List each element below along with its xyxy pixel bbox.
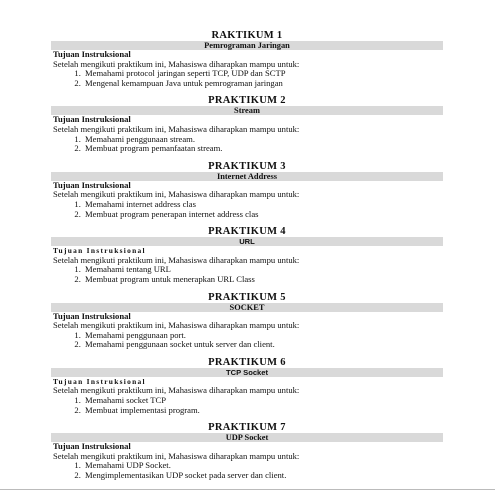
list-item: 1. Memahami tentang URL [83,265,441,275]
objective-list [53,461,441,480]
objective-heading: Tujuan Instruksional [53,310,131,321]
objective-list [53,135,441,154]
topic-banner: SOCKET [51,303,443,312]
praktikum-5-section [53,292,441,350]
intro-text: Setelah mengikuti praktikum ini, Mahasiswa diharapkan mampu untuk: [53,385,300,396]
topic-banner: URL [51,237,443,246]
document-page [53,30,441,488]
objective-heading: Tujuan Instruksional [53,376,146,386]
objective-heading: Tujuan Instruksional [53,179,131,190]
list-item: 2. Membuat program pemanfaatan stream. [83,144,441,154]
objective-list [53,69,441,88]
list-item: 1. Memahami UDP Socket. [83,461,441,471]
praktikum-title: RAKTIKUM 1 [211,30,283,41]
list-item: 1. Memahami socket TCP [83,396,441,406]
praktikum-7-section [53,422,441,480]
list-item: 2. Memahami penggunaan socket untuk server dan client. [83,340,441,350]
intro-text: Setelah mengikuti praktikum ini, Mahasiswa diharapkan mampu untuk: [53,450,300,461]
list-item: 1. Memahami internet address clas [83,200,441,210]
praktikum-title: PRAKTIKUM 6 [208,356,286,368]
list-item: 2. Membuat program untuk menerapkan URL Class [83,275,441,285]
praktikum-title: PRAKTIKUM 3 [208,160,286,172]
objective-heading: Tujuan Instruksional [53,246,146,256]
praktikum-4-section [53,226,441,284]
objective-list [53,396,441,415]
intro-text: Setelah mengikuti praktikum ini, Mahasiswa diharapkan mampu untuk: [53,254,300,265]
intro-text: Setelah mengikuti praktikum ini, Mahasiswa diharapkan mampu untuk: [53,123,300,134]
topic-banner: UDP Socket [51,433,443,442]
intro-text: Setelah mengikuti praktikum ini, Mahasiswa diharapkan mampu untuk: [53,320,300,331]
objective-list [53,200,441,219]
praktikum-title: PRAKTIKUM 5 [208,291,286,303]
objective-heading: Tujuan Instruksional [53,49,131,59]
list-item: 1. Memahami penggunaan stream. [83,135,441,145]
intro-text: Setelah mengikuti praktikum ini, Mahasiswa diharapkan mampu untuk: [53,189,300,200]
topic-banner: Internet Address [51,172,443,181]
objective-list [53,265,441,284]
topic-banner: Pemrograman Jaringan [51,41,443,50]
page-bottom-divider [0,489,495,490]
list-item: 2. Membuat implementasi program. [83,406,441,416]
list-item: 2. Membuat program penerapan internet address clas [83,210,441,220]
list-item: 2. Mengenal kemampuan Java untuk pemrograman jaringan [83,79,441,89]
praktikum-title: PRAKTIKUM 2 [208,95,286,107]
list-item: 1. Memahami penggunaan port. [83,331,441,341]
objective-list [53,331,441,350]
topic-banner: TCP Socket [51,368,443,377]
list-item: 2. Mengimplementasikan UDP socket pada server dan client. [83,471,441,481]
praktikum-1-section [53,30,441,88]
intro-text: Setelah mengikuti praktikum ini, Mahasiswa diharapkan mampu untuk: [53,58,300,69]
praktikum-title: PRAKTIKUM 4 [208,226,286,238]
praktikum-title: PRAKTIKUM 7 [208,422,286,434]
objective-heading: Tujuan Instruksional [53,441,131,452]
praktikum-6-section [53,357,441,415]
praktikum-3-section [53,161,441,219]
praktikum-2-section [53,95,441,153]
topic-banner: Stream [51,106,443,115]
list-item: 1. Memahami protocol jaringan seperti TCP, UDP dan SCTP [83,69,441,79]
objective-heading: Tujuan Instruksional [53,114,131,125]
